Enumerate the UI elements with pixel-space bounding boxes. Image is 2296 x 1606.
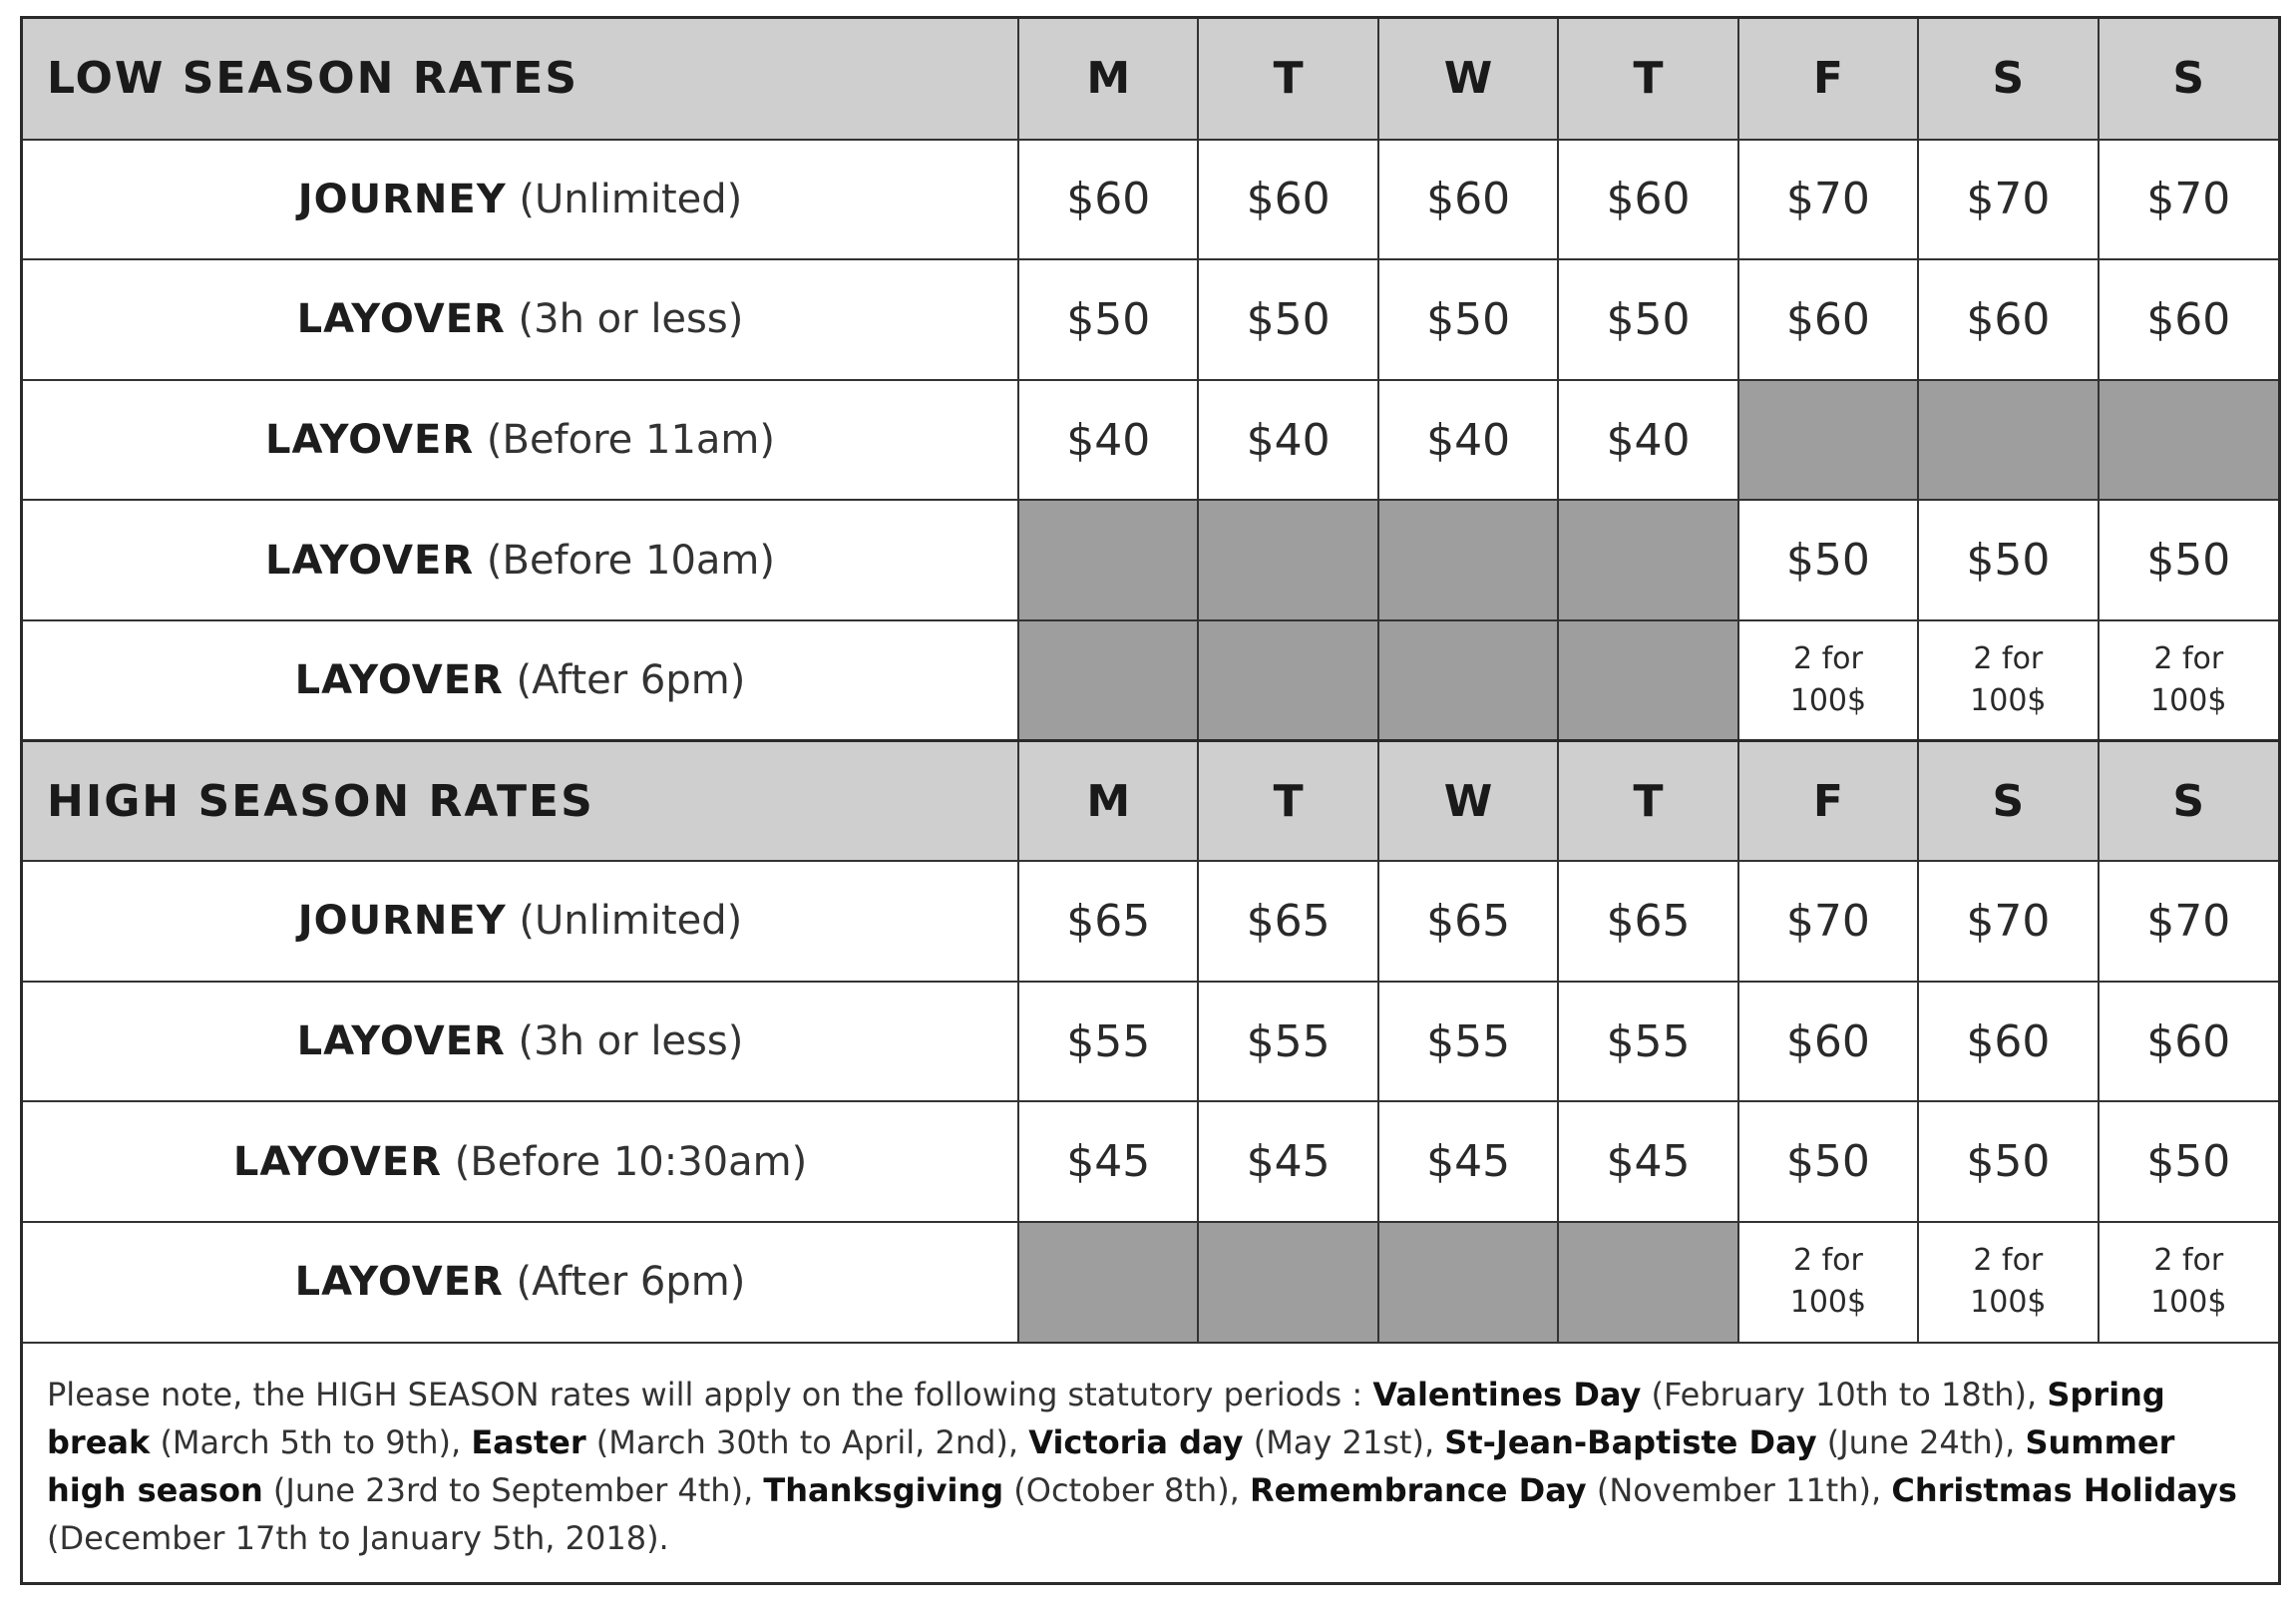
price-cell: $70 (1738, 140, 1918, 260)
price-cell: $50 (2099, 1101, 2278, 1222)
unavailable-cell (1558, 1222, 1737, 1343)
unavailable-cell (1378, 620, 1558, 741)
price-cell: $50 (1198, 259, 1377, 380)
price-cell: $60 (2099, 982, 2278, 1102)
price-cell (1918, 1222, 2098, 1343)
rates-table (23, 19, 2278, 1344)
note-highlight: Thanksgiving (763, 1471, 1004, 1509)
price-cell (2099, 1222, 2278, 1343)
rate-row-label (23, 1101, 1018, 1222)
price-cell: $65 (1018, 861, 1198, 982)
rate-row (23, 140, 2278, 260)
rate-name: LAYOVER (294, 1259, 504, 1306)
price-cell (1918, 620, 2098, 741)
price-cell (1738, 1222, 1918, 1343)
price-cell: $50 (1018, 259, 1198, 380)
price-cell: $50 (1918, 500, 2098, 620)
price-cell: $50 (1918, 1101, 2098, 1222)
rate-name: JOURNEY (297, 176, 507, 222)
price-cell: $45 (1558, 1101, 1737, 1222)
rate-name: LAYOVER (265, 537, 475, 584)
rate-row-label (23, 380, 1018, 501)
price-cell: $40 (1198, 380, 1377, 501)
price-text: 2 for (2153, 641, 2224, 677)
rate-condition: (After 6pm) (503, 657, 746, 704)
price-cell: $50 (2099, 500, 2278, 620)
rate-row-label (23, 259, 1018, 380)
note-text: (October 8th), (1003, 1471, 1251, 1509)
price-cell: $60 (1198, 140, 1377, 260)
note-text: (November 11th), (1586, 1471, 1892, 1509)
price-text: 100$ (1789, 683, 1867, 719)
price-cell: $70 (1738, 861, 1918, 982)
price-cell: $60 (1738, 982, 1918, 1102)
price-cell: $55 (1558, 982, 1737, 1102)
price-cell: $50 (1558, 259, 1737, 380)
day-header: W (1378, 741, 1558, 862)
price-cell: $55 (1198, 982, 1377, 1102)
price-cell: $45 (1378, 1101, 1558, 1222)
day-header: S (2099, 741, 2278, 862)
unavailable-cell (1918, 380, 2098, 501)
price-text: 2 for (1792, 641, 1863, 677)
rate-row-label (23, 861, 1018, 982)
rate-row-label (23, 140, 1018, 260)
note-highlight: Easter (471, 1423, 586, 1461)
rate-condition: (Unlimited) (506, 898, 743, 945)
price-cell: $55 (1378, 982, 1558, 1102)
price-cell: $70 (1918, 140, 2098, 260)
rate-name: LAYOVER (294, 657, 504, 704)
day-header: T (1558, 19, 1737, 140)
unavailable-cell (1198, 500, 1377, 620)
rate-row (23, 1101, 2278, 1222)
day-header: S (1918, 19, 2098, 140)
note-text: (June 24th), (1816, 1423, 2026, 1461)
rate-row (23, 861, 2278, 982)
rate-condition: (Before 10am) (474, 537, 775, 584)
rate-row-label (23, 982, 1018, 1102)
day-header: S (1918, 741, 2098, 862)
price-cell: $70 (2099, 861, 2278, 982)
rate-condition: (After 6pm) (503, 1259, 746, 1306)
note-highlight: Victoria day (1028, 1423, 1244, 1461)
price-cell: $50 (1378, 259, 1558, 380)
price-cell: $50 (1738, 500, 1918, 620)
note-highlight: Valentines Day (1372, 1376, 1642, 1413)
price-text: 2 for (2153, 1243, 2224, 1279)
price-text: 100$ (2150, 683, 2227, 719)
price-cell: $60 (1918, 982, 2098, 1102)
rate-row (23, 500, 2278, 620)
note-text: Please note, the HIGH SEASON rates will apply on the following statutory periods : (47, 1376, 1373, 1413)
high-season-title: HIGH SEASON RATES (23, 741, 1018, 862)
price-cell: $70 (1918, 861, 2098, 982)
price-text: 100$ (1970, 1285, 2047, 1321)
note-text: (December 17th to January 5th, 2018). (47, 1519, 669, 1557)
high-season-header-row (23, 741, 2278, 862)
price-cell: $55 (1018, 982, 1198, 1102)
price-cell: $40 (1378, 380, 1558, 501)
rate-condition: (3h or less) (505, 1018, 744, 1065)
unavailable-cell (1558, 500, 1737, 620)
price-text: 100$ (1970, 683, 2047, 719)
note-text: (June 23rd to September 4th), (262, 1471, 764, 1509)
day-header: T (1198, 741, 1377, 862)
rate-row (23, 620, 2278, 741)
price-cell: $60 (2099, 259, 2278, 380)
price-cell: $65 (1378, 861, 1558, 982)
low-season-header-row (23, 19, 2278, 140)
price-cell: $70 (2099, 140, 2278, 260)
note-text: (May 21st), (1243, 1423, 1445, 1461)
price-cell: $65 (1198, 861, 1377, 982)
rate-name: LAYOVER (296, 1018, 506, 1065)
rate-name: JOURNEY (297, 898, 507, 945)
rate-name: LAYOVER (265, 417, 475, 464)
high-season-note (47, 1371, 2251, 1562)
rate-name: LAYOVER (232, 1138, 442, 1185)
price-cell: $60 (1738, 259, 1918, 380)
rate-row-label (23, 500, 1018, 620)
unavailable-cell (1018, 1222, 1198, 1343)
day-header: T (1558, 741, 1737, 862)
unavailable-cell (2099, 380, 2278, 501)
rate-row (23, 982, 2278, 1102)
note-highlight: Remembrance Day (1250, 1471, 1587, 1509)
unavailable-cell (1198, 620, 1377, 741)
price-text: 2 for (1973, 1243, 2044, 1279)
price-cell: $45 (1198, 1101, 1377, 1222)
rate-name: LAYOVER (296, 296, 506, 343)
day-header: M (1018, 19, 1198, 140)
unavailable-cell (1378, 500, 1558, 620)
rate-row (23, 259, 2278, 380)
price-cell: $50 (1738, 1101, 1918, 1222)
note-highlight: Christmas Holidays (1891, 1471, 2237, 1509)
rate-condition: (Before 10:30am) (442, 1138, 808, 1185)
rate-condition: (Unlimited) (506, 176, 743, 222)
price-cell: $60 (1558, 140, 1737, 260)
unavailable-cell (1558, 620, 1737, 741)
day-header: F (1738, 19, 1918, 140)
rate-row (23, 1222, 2278, 1343)
price-cell: $65 (1558, 861, 1737, 982)
unavailable-cell (1018, 500, 1198, 620)
unavailable-cell (1198, 1222, 1377, 1343)
price-cell: $40 (1018, 380, 1198, 501)
note-text: (March 30th to April, 2nd), (585, 1423, 1029, 1461)
price-cell (2099, 620, 2278, 741)
price-cell: $40 (1558, 380, 1737, 501)
price-cell: $60 (1918, 259, 2098, 380)
note-highlight: Spring break (47, 1376, 2165, 1461)
price-text: 100$ (1789, 1285, 1867, 1321)
note-text: (March 5th to 9th), (150, 1423, 472, 1461)
price-text: 2 for (1973, 641, 2044, 677)
note-highlight: Summer high season (47, 1423, 2175, 1509)
price-cell: $60 (1018, 140, 1198, 260)
day-header: S (2099, 19, 2278, 140)
price-text: 2 for (1792, 1243, 1863, 1279)
unavailable-cell (1018, 620, 1198, 741)
price-cell: $60 (1378, 140, 1558, 260)
note-text: (February 10th to 18th), (1641, 1376, 2048, 1413)
unavailable-cell (1738, 380, 1918, 501)
price-cell: $45 (1018, 1101, 1198, 1222)
rate-condition: (Before 11am) (474, 417, 775, 464)
unavailable-cell (1378, 1222, 1558, 1343)
note-highlight: St-Jean-Baptiste Day (1444, 1423, 1817, 1461)
rate-row-label (23, 620, 1018, 741)
price-text: 100$ (2150, 1285, 2227, 1321)
day-header: F (1738, 741, 1918, 862)
day-header: W (1378, 19, 1558, 140)
rate-condition: (3h or less) (505, 296, 744, 343)
day-header: M (1018, 741, 1198, 862)
day-header: T (1198, 19, 1377, 140)
rates-card (20, 16, 2281, 1585)
price-cell (1738, 620, 1918, 741)
low-season-title: LOW SEASON RATES (23, 19, 1018, 140)
rate-row-label (23, 1222, 1018, 1343)
rate-row (23, 380, 2278, 501)
